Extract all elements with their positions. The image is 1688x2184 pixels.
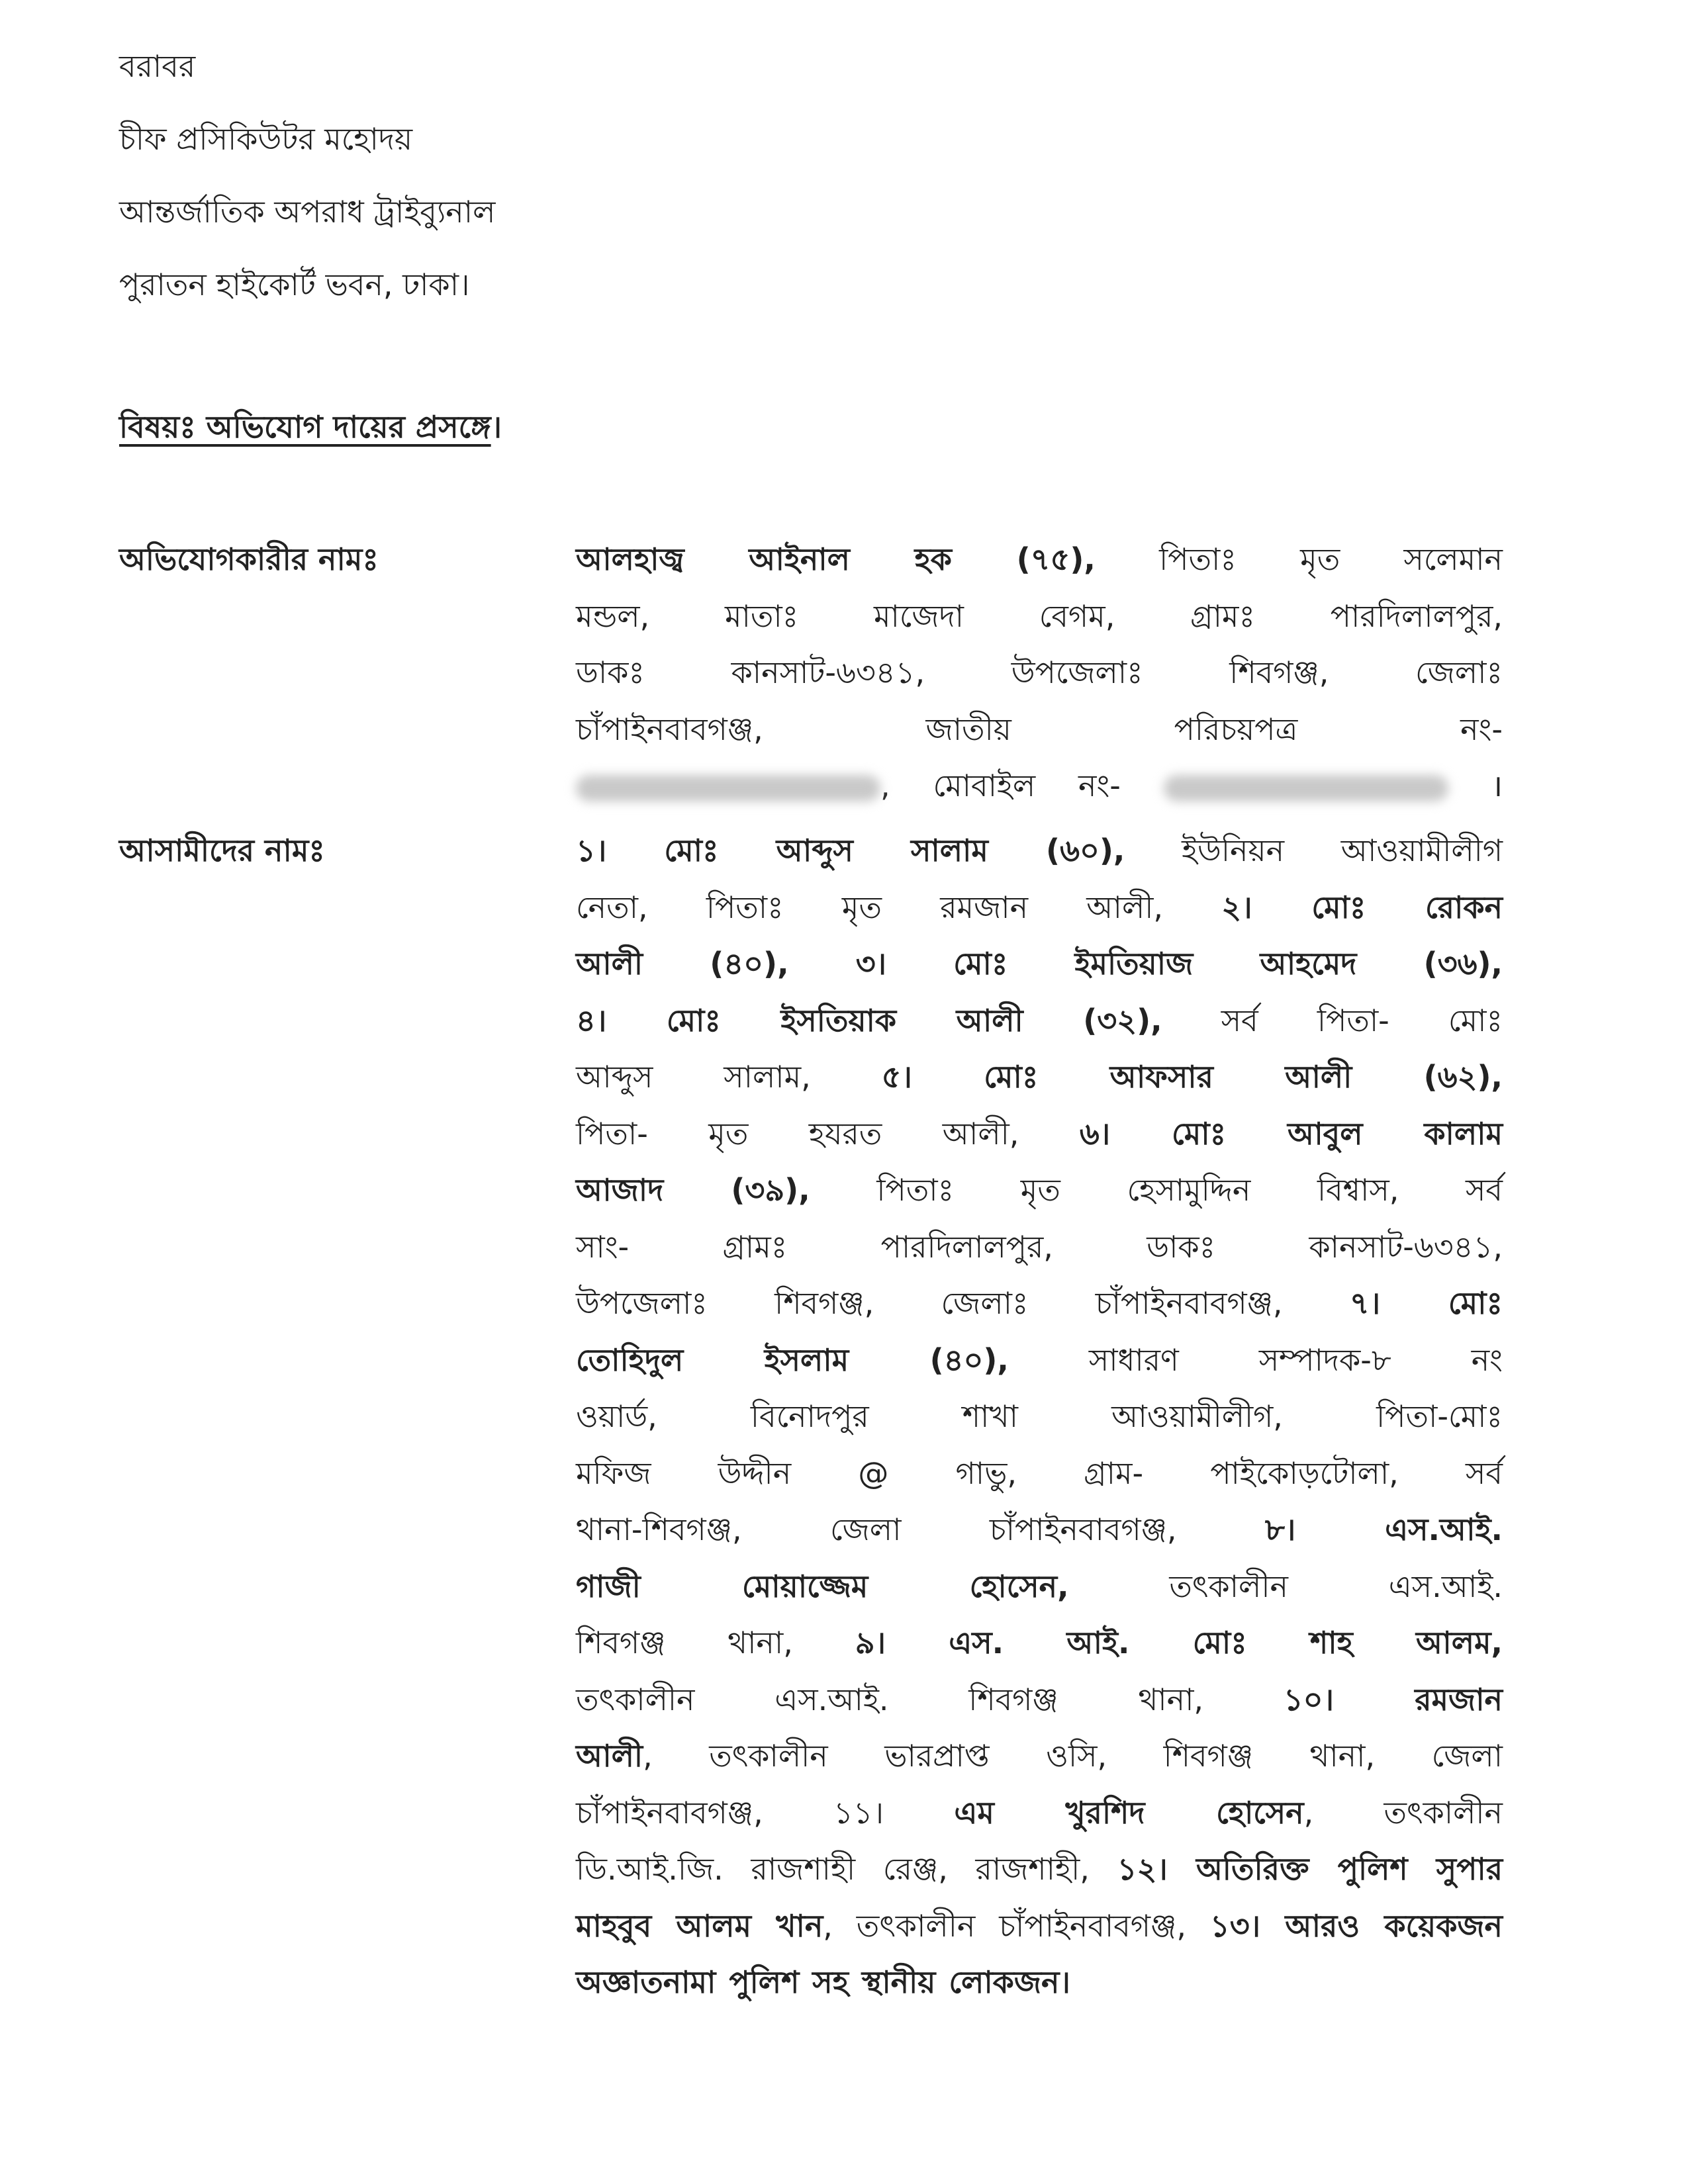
complainant-details	[576, 531, 1503, 815]
accused-line: পিতা- মৃত হযরত আলী, ৬। মোঃ আবুল কালাম	[576, 1115, 1503, 1152]
complainant-name: আলহাজ্ব আইনাল হক (৭৫),	[576, 541, 1096, 577]
accused-label: আসামীদের নামঃ	[119, 833, 325, 868]
accused-line: ১। মোঃ আব্দুস সালাম (৬০), ইউনিয়ন আওয়ামীলীগ	[576, 833, 1503, 868]
address-line-2: চীফ প্রসিকিউটর মহোদয়	[119, 121, 413, 157]
complainant-line: মন্ডল, মাতাঃ মাজেদা বেগম, গ্রামঃ পারদিলালপুর,	[576, 598, 1503, 634]
accused-line: ডি.আই.জি. রাজশাহী রেঞ্জ, রাজশাহী, ১২। অতিরিক্ত পুলিশ সুপার	[576, 1851, 1503, 1887]
complainant-line: , মোবাইল নং- ।	[576, 758, 1503, 815]
complainant-label: অভিযোগকারীর নামঃ	[119, 541, 379, 577]
accused-line: তোহিদুল ইসলাম (৪০), সাধারণ সম্পাদক-৮ নং	[576, 1342, 1503, 1378]
accused-line: ওয়ার্ড, বিনোদপুর শাখা আওয়ামীলীগ, পিতা-মোঃ	[576, 1398, 1503, 1434]
address-line-3: আন্তর্জাতিক অপরাধ ট্রাইব্যুনাল	[119, 194, 496, 230]
accused-line: আলী, তৎকালীন ভারপ্রাপ্ত ওসি, শিবগঞ্জ থানা, জেলা	[576, 1738, 1503, 1774]
accused-line: গাজী মোয়াজ্জেম হোসেন, তৎকালীন এস.আই.	[576, 1568, 1503, 1604]
address-line-4: পুরাতন হাইকোর্ট ভবন, ঢাকা।	[119, 267, 470, 302]
redacted-nid	[576, 775, 880, 801]
redacted-mobile	[1164, 775, 1448, 801]
subject-text: বিষয়ঃ অভিযোগ দায়ের প্রসঙ্গে	[119, 409, 491, 445]
accused-line: মফিজ উদ্দীন @ গাভু, গ্রাম- পাইকোড়টোলা, সর্ব	[576, 1455, 1503, 1491]
complainant-line: ডাকঃ কানসাট-৬৩৪১, উপজেলাঃ শিবগঞ্জ, জেলাঃ	[576, 655, 1503, 690]
accused-line: তৎকালীন এস.আই. শিবগঞ্জ থানা, ১০। রমজান	[576, 1681, 1503, 1717]
complainant-line: চাঁপাইনবাবগঞ্জ, জাতীয় পরিচয়পত্র নং-	[576, 711, 1503, 747]
subject-line	[119, 407, 502, 447]
subject-end: ।	[491, 409, 502, 445]
accused-details	[576, 823, 1503, 2011]
accused-line: অজ্ঞাতনামা পুলিশ সহ স্থানীয় লোকজন।	[576, 1964, 1070, 2000]
accused-line: আজাদ (৩৯), পিতাঃ মৃত হেসামুদ্দিন বিশ্বাস, সর্ব	[576, 1172, 1503, 1208]
accused-line: সাং- গ্রামঃ পারদিলালপুর, ডাকঃ কানসাট-৬৩৪১,	[576, 1228, 1503, 1265]
accused-line: আলী (৪০), ৩। মোঃ ইমতিয়াজ আহমেদ (৩৬),	[576, 946, 1503, 981]
accused-line: শিবগঞ্জ থানা, ৯। এস. আই. মোঃ শাহ আলম,	[576, 1625, 1503, 1661]
accused-line: মাহবুব আলম খান, তৎকালীন চাঁপাইনবাবগঞ্জ, ১৩। আরও কয়েকজন	[576, 1907, 1503, 1944]
accused-line: উপজেলাঃ শিবগঞ্জ, জেলাঃ চাঁপাইনবাবগঞ্জ, ৭। মোঃ	[576, 1285, 1503, 1321]
accused-line: চাঁপাইনবাবগঞ্জ, ১১। এম খুরশিদ হোসেন, তৎকালীন	[576, 1794, 1503, 1831]
accused-line: থানা-শিবগঞ্জ, জেলা চাঁপাইনবাবগঞ্জ, ৮। এস.আই.	[576, 1512, 1503, 1547]
accused-line: নেতা, পিতাঃ মৃত রমজান আলী, ২। মোঃ রোকন	[576, 889, 1503, 925]
accused-line: আব্দুস সালাম, ৫। মোঃ আফসার আলী (৬২),	[576, 1059, 1503, 1095]
complainant-line: আলহাজ্ব আইনাল হক (৭৫), পিতাঃ মৃত সলেমান	[576, 541, 1503, 577]
accused-line: ৪। মোঃ ইসতিয়াক আলী (৩২), সর্ব পিতা- মোঃ	[576, 1002, 1503, 1038]
address-line-1: বরাবর	[119, 48, 196, 84]
